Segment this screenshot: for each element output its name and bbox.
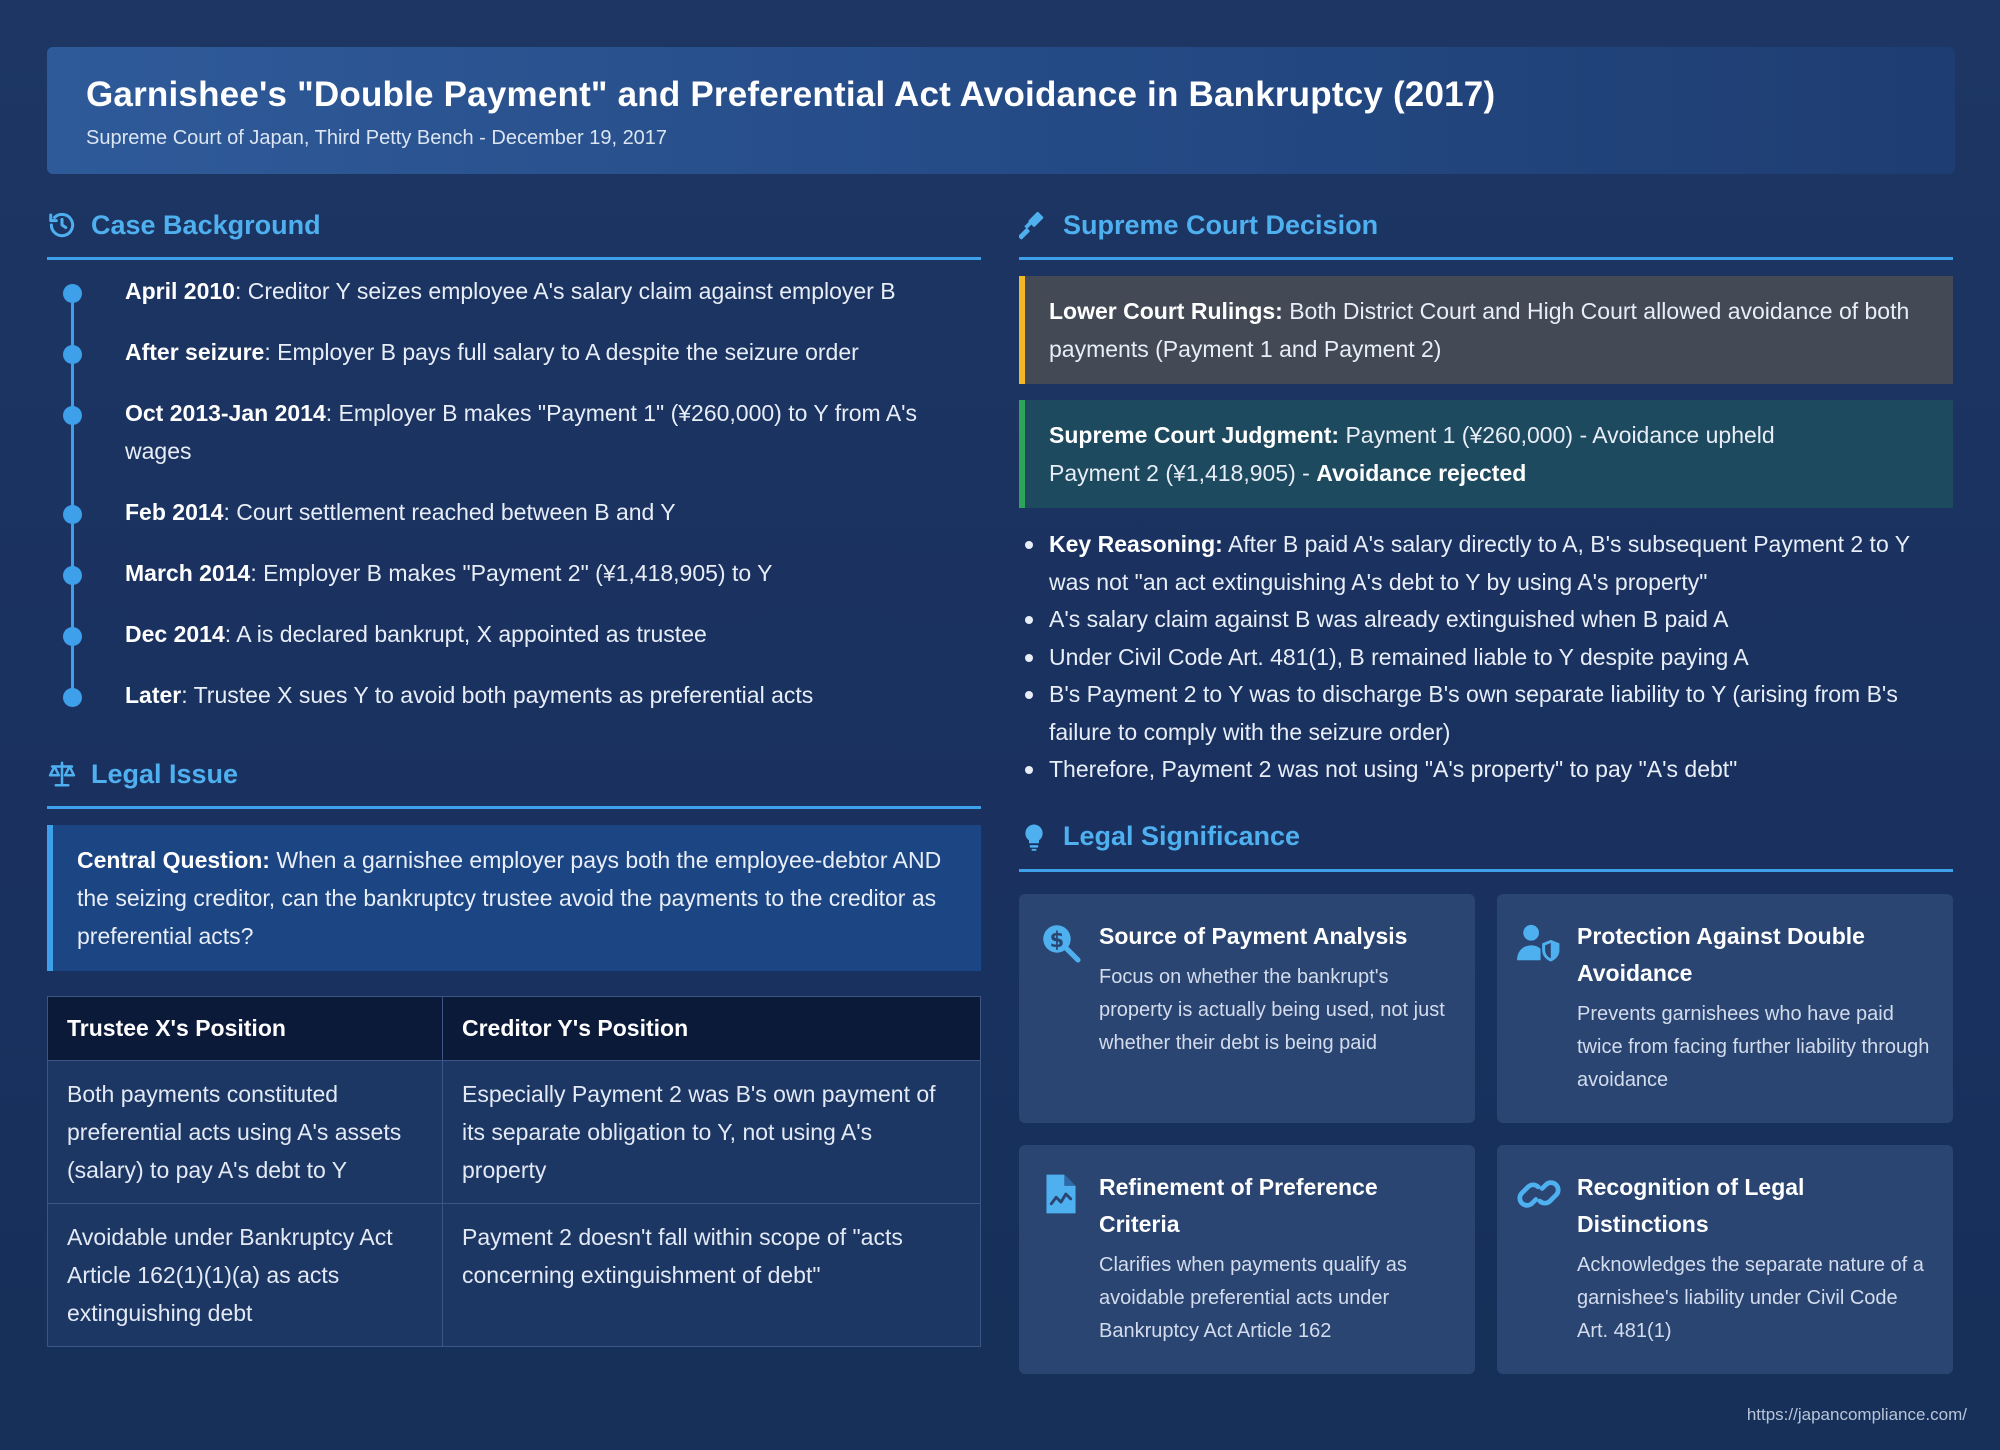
timeline-item xyxy=(47,554,981,592)
document-chart-icon xyxy=(1039,1173,1083,1215)
decision-heading xyxy=(1019,205,1953,260)
column-header: Creditor Y's Position xyxy=(443,997,981,1061)
list-item: A's salary claim against B was already extinguished when B paid A xyxy=(1019,601,1953,639)
timeline-date: Dec 2014 xyxy=(125,621,225,647)
table-row xyxy=(48,1061,981,1204)
timeline xyxy=(47,272,981,714)
timeline-dot xyxy=(63,406,82,425)
history-icon xyxy=(47,210,77,240)
scale-icon xyxy=(47,759,77,789)
card-text: Prevents garnishees who have paid twice from facing further liability through avoidance xyxy=(1577,1002,1930,1091)
case-background-title: Case Background xyxy=(91,209,321,240)
timeline-date: Feb 2014 xyxy=(125,499,224,525)
significance-card xyxy=(1497,1145,1953,1374)
significance-card xyxy=(1019,1145,1475,1374)
page-title: Garnishee's "Double Payment" and Preferential Act Avoidance in Bankruptcy (2017) xyxy=(86,75,1496,114)
significance-card xyxy=(1497,894,1953,1123)
judgment-line1: Payment 1 (¥260,000) - Avoidance upheld xyxy=(1339,422,1775,448)
footer-url[interactable]: https://japancompliance.com/ xyxy=(1746,1405,1967,1424)
page-subtitle: Supreme Court of Japan, Third Petty Bench - December 19, 2017 xyxy=(86,127,668,149)
card-text: Clarifies when payments qualify as avoidable preferential acts under Bankruptcy Act Article 162 xyxy=(1099,1253,1407,1342)
timeline-text: : Employer B pays full salary to A despite the seizure order xyxy=(264,339,859,365)
card-title: Recognition of Legal Distinctions xyxy=(1577,1173,1805,1237)
timeline-dot xyxy=(63,284,82,303)
significance-heading xyxy=(1019,817,1953,872)
table-cell: Avoidable under Bankruptcy Act Article 162(1)(1)(a) as acts extinguishing debt xyxy=(48,1204,443,1347)
significance-title: Legal Significance xyxy=(1063,821,1301,851)
timeline-dot xyxy=(63,345,82,364)
card-title: Protection Against Double Avoidance xyxy=(1577,922,1865,986)
timeline-item xyxy=(47,272,981,310)
link-icon xyxy=(1517,1173,1561,1215)
table-row xyxy=(48,1204,981,1347)
decision-title: Supreme Court Decision xyxy=(1063,209,1379,240)
timeline-item xyxy=(47,333,981,371)
page-header xyxy=(47,47,1955,174)
list-item: Under Civil Code Art. 481(1), B remained liable to Y despite paying A xyxy=(1019,639,1953,677)
central-question-text: When a garnishee employer pays both the employee-debtor AND the seizing creditor, can the bankruptcy trustee avoid the payments to the creditor as preferential acts? xyxy=(77,847,942,949)
timeline-dot xyxy=(63,688,82,707)
svg-text:$: $ xyxy=(1049,927,1065,952)
judgment-box xyxy=(1019,400,1953,508)
user-shield-icon xyxy=(1517,922,1561,964)
timeline-item xyxy=(47,493,981,531)
central-question-box xyxy=(47,825,981,971)
timeline-dot xyxy=(63,566,82,585)
legal-issue-title: Legal Issue xyxy=(91,758,239,789)
timeline-date: After seizure xyxy=(125,339,265,365)
timeline-text: : Trustee X sues Y to avoid both payments as preferential acts xyxy=(181,682,814,708)
reasoning-label: Key Reasoning: xyxy=(1049,531,1223,557)
judgment-label: Supreme Court Judgment: xyxy=(1049,422,1340,448)
table-cell: Especially Payment 2 was B's own payment of its separate obligation to Y, not using A's property xyxy=(443,1061,981,1204)
right-column xyxy=(1019,205,1953,1374)
lightbulb-icon xyxy=(1019,822,1049,852)
card-title: Source of Payment Analysis xyxy=(1099,922,1408,949)
reasoning-list xyxy=(1019,526,1953,789)
timeline-text: : Creditor Y seizes employee A's salary claim against employer B xyxy=(234,278,896,304)
gavel-icon xyxy=(1019,210,1049,240)
significance-card xyxy=(1019,894,1475,1123)
table-cell: Both payments constituted preferential acts using A's assets (salary) to pay A's debt to Y xyxy=(48,1061,443,1204)
reasoning-text: After B paid A's salary directly to A, B's subsequent Payment 2 to Y was not "an act extinguishing A's debt to Y by using A's property" xyxy=(1049,531,1910,595)
central-question-label: Central Question: xyxy=(77,847,270,873)
timeline-date: March 2014 xyxy=(125,560,251,586)
list-item xyxy=(1019,526,1953,601)
positions-table xyxy=(47,996,981,1347)
timeline-text: : Court settlement reached between B and Y xyxy=(223,499,676,525)
timeline-date: Oct 2013-Jan 2014 xyxy=(125,400,326,426)
timeline-date: Later xyxy=(125,682,182,708)
table-header-row xyxy=(48,997,981,1061)
card-title: Refinement of Preference Criteria xyxy=(1099,1173,1378,1237)
list-item: Therefore, Payment 2 was not using "A's property" to pay "A's debt" xyxy=(1019,751,1953,789)
timeline-text: : Employer B makes "Payment 2" (¥1,418,905) to Y xyxy=(250,560,773,586)
timeline-item xyxy=(47,394,981,470)
list-item: B's Payment 2 to Y was to discharge B's own separate liability to Y (arising from B's failure to comply with the seizure order) xyxy=(1019,676,1953,751)
judgment-rejected: Avoidance rejected xyxy=(1316,460,1527,486)
timeline-item xyxy=(47,676,981,714)
ruling-label: Lower Court Rulings: xyxy=(1049,298,1283,324)
judgment-line2: Payment 2 (¥1,418,905) - xyxy=(1049,460,1317,486)
timeline-text: : Employer B makes "Payment 1" (¥260,000) to Y from A's wages xyxy=(125,400,918,464)
lower-court-box xyxy=(1019,276,1953,384)
significance-cards xyxy=(1019,894,1953,1374)
money-search-icon xyxy=(1039,922,1083,964)
card-text: Focus on whether the bankrupt's property is actually being used, not just whether their debt is being paid xyxy=(1099,965,1445,1054)
timeline-text: : A is declared bankrupt, X appointed as trustee xyxy=(224,621,707,647)
timeline-dot xyxy=(63,505,82,524)
table-cell: Payment 2 doesn't fall within scope of "acts concerning extinguishment of debt" xyxy=(443,1204,981,1347)
column-header: Trustee X's Position xyxy=(48,997,443,1061)
timeline-date: April 2010 xyxy=(125,278,235,304)
timeline-item xyxy=(47,615,981,653)
ruling-text: Both District Court and High Court allowed avoidance of both payments (Payment 1 and Payment 2) xyxy=(1049,298,1910,362)
card-text: Acknowledges the separate nature of a garnishee's liability under Civil Code Art. 481(1) xyxy=(1577,1253,1924,1342)
legal-issue-heading xyxy=(47,754,981,809)
case-background-heading xyxy=(47,205,981,260)
left-column xyxy=(47,205,981,1347)
timeline-dot xyxy=(63,627,82,646)
